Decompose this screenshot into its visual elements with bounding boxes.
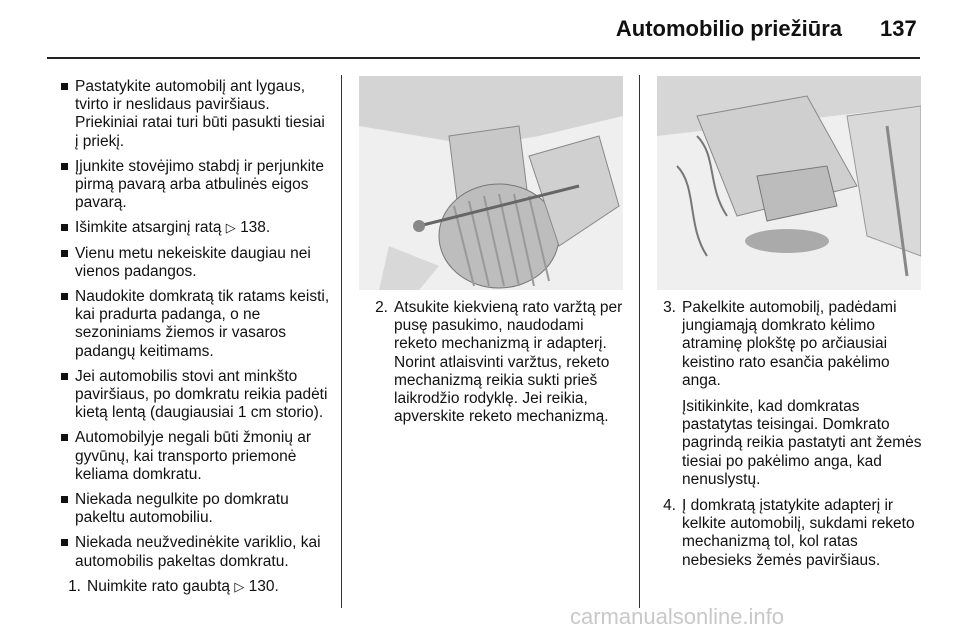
bullet-square-icon (61, 224, 68, 231)
step-number: 2. (375, 299, 388, 316)
step-4: 4. Į domkratą įstatykite adapterį ir kelkite automobilį, sukdami reketo mechanizmą tol, kol ratas nebesieks žemės paviršiaus. (652, 497, 922, 570)
bullet-square-icon (61, 293, 68, 300)
header-rule (47, 57, 920, 59)
column-separator-2 (639, 75, 640, 608)
middle-column (364, 299, 629, 433)
left-column (61, 78, 331, 603)
wheel-bolts-illustration-svg (359, 76, 623, 290)
step-number: 4. (663, 497, 676, 515)
list-item: Jei automobilis stovi ant minkšto paviršiaus, po domkratu reikia padėti kietą lentą (daugiausiai 1 cm storio). (61, 368, 331, 423)
step-3: 3. Pakelkite automobilį, padėdami jungiamąją domkrato kėlimo atraminę plokštę po arčiausiai keistino rato esančia pakėlimo anga. Įsitikinkite, kad domkratas pastatytas teisingai. Domkrato pagrindą reikia pastatyti ant žemės tiesiai po pakėlimo anga, kad nenuslystų. (652, 299, 922, 489)
arrow-ref-icon: ▷ (234, 578, 245, 594)
list-item: Įjunkite stovėjimo stabdį ir perjunkite pirmą pavarą arba atbulinės eigos pavarą. (61, 158, 331, 213)
bullet-square-icon (61, 250, 68, 257)
step-number: 3. (663, 299, 676, 316)
page-header-title: Automobilio priežiūra (615, 16, 842, 41)
list-item: Naudokite domkratą tik ratams keisti, kai pradurta padanga, o ne sezoniniams žiemos ir vasaros padangų keitimams. (61, 288, 331, 361)
watermark: carmanualsonline.info (570, 604, 785, 629)
page-number: 137 (880, 16, 917, 41)
list-item: Pastatykite automobilį ant lygaus, tvirto ir neslidaus paviršiaus. Priekiniai ratai turi būti pasukti tiesiai į priekį. (61, 78, 331, 151)
bullet-square-icon (61, 496, 68, 503)
wheel-bolts-illustration (359, 76, 623, 290)
step-3-note: Įsitikinkite, kad domkratas pastatytas teisingai. Domkrato pagrindą reikia pastatyti ant žemės tiesiai po pakėlimo anga, kad nenuslystų. (682, 398, 922, 488)
list-item: Išimkite atsarginį ratą ▷ 138. (61, 219, 331, 237)
list-item: Vienu metu nekeiskite daugiau nei vienos padangos. (61, 245, 331, 281)
list-item: Niekada negulkite po domkratu pakeltu automobiliu. (61, 491, 331, 527)
page-ref-link[interactable]: 130. (248, 577, 279, 595)
list-item: Automobilyje negali būti žmonių ar gyvūnų, kai transporto priemonė keliama domkratu. (61, 429, 331, 484)
step-2: 2. Atsukite kiekvieną rato varžtą per pusę pasukimo, naudodami reketo mechanizmą ir adapterį. Norint atlaisvinti varžtus, reketo mechanizmą reikia sukti prieš laikrodžio rodyklę. Jei reikia, apverskite reketo mechanizmą. (364, 299, 629, 426)
list-item: Niekada neužvedinėkite variklio, kai automobilis pakeltas domkratu. (61, 534, 331, 570)
page-ref-link[interactable]: 138. (240, 219, 271, 237)
step-1: 1. Nuimkite rato gaubtą ▷ 130. (61, 578, 331, 596)
precautions-list (61, 78, 331, 571)
bullet-square-icon (61, 434, 68, 441)
bullet-square-icon (61, 83, 68, 90)
step-number: 1. (68, 577, 81, 595)
column-separator-1 (341, 75, 342, 608)
bullet-square-icon (61, 373, 68, 380)
bullet-square-icon (61, 539, 68, 546)
bullet-square-icon (61, 163, 68, 170)
arrow-ref-icon: ▷ (225, 220, 236, 236)
right-column (652, 299, 922, 577)
jack-placement-illustration-svg (657, 76, 921, 290)
jack-placement-illustration (657, 76, 921, 290)
